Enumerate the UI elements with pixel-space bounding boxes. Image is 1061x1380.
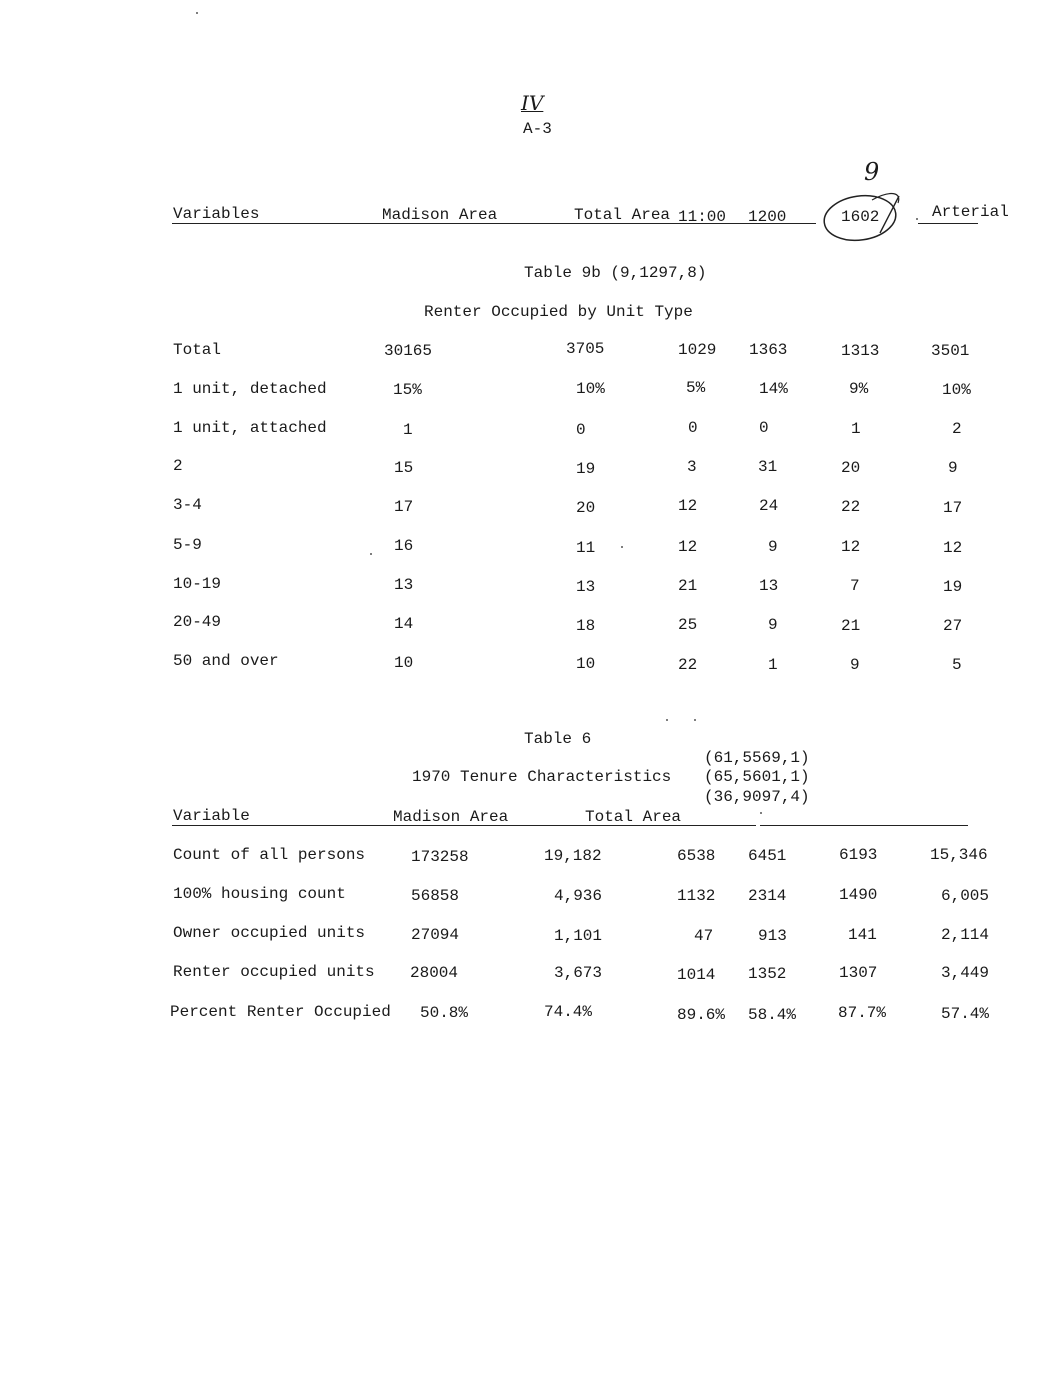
header-arterial: Arterial <box>932 203 1009 221</box>
table6-cell: 6538 <box>677 847 716 865</box>
table6-cell: 6451 <box>748 847 787 865</box>
table6-cell: 1307 <box>839 964 878 982</box>
table6-cell: 1132 <box>677 887 716 905</box>
table9b-cell: 9 <box>850 656 860 674</box>
table9b-cell: 2 <box>952 420 962 438</box>
table9b-cell: 1313 <box>841 342 880 360</box>
table6-code: (65,5601,1) <box>704 768 810 786</box>
table9b-cell: 20 <box>576 499 596 517</box>
table9b-cell: 0 <box>759 419 769 437</box>
table9b-cell: 1 <box>851 420 861 438</box>
table9b-cell: 3705 <box>566 340 605 358</box>
table9b-cell: 10% <box>942 381 971 399</box>
table6-cell: 56858 <box>411 887 460 905</box>
table9b-cell: 9 <box>768 538 778 556</box>
table9b-row-label: 20-49 <box>173 613 222 631</box>
table6-cell: 1490 <box>839 886 878 904</box>
header-madison-area: Madison Area <box>382 206 498 224</box>
table9b-cell: 14 <box>394 615 414 633</box>
table9b-cell: 17 <box>394 498 414 516</box>
table6-cell: 141 <box>848 926 877 944</box>
table6-row-label: Percent Renter Occupied <box>170 1003 391 1021</box>
table9b-cell: 18 <box>576 617 596 635</box>
table9b-row-label: Total <box>173 341 222 359</box>
table9b-row-label: 5-9 <box>173 536 202 554</box>
table6-code: (36,9097,4) <box>704 788 810 806</box>
header-col-1100: 11:00 <box>678 208 727 226</box>
table9b-cell: 13 <box>759 577 779 595</box>
table6-cell: 6,005 <box>941 887 990 905</box>
table6-cell: 74.4% <box>544 1003 593 1021</box>
table6-cell: 6193 <box>839 846 878 864</box>
table6-cell: 19,182 <box>544 847 602 865</box>
table6-cell: 87.7% <box>838 1004 887 1022</box>
table9b-cell: 11 <box>576 539 596 557</box>
roman-numeral: IV <box>521 91 544 115</box>
table9b-subtitle: Renter Occupied by Unit Type <box>424 303 693 321</box>
table6-cell: 1,101 <box>554 927 603 945</box>
table6-cell: 58.4% <box>748 1006 797 1024</box>
table6-row-label: Owner occupied units <box>173 924 366 942</box>
table9b-cell: 10 <box>576 655 596 673</box>
table9b-cell: 31 <box>758 458 778 476</box>
table9b-cell: 27 <box>943 617 963 635</box>
table6-row-label: Renter occupied units <box>173 963 375 981</box>
table9b-cell: 5% <box>686 379 706 397</box>
table6-code: (61,5569,1) <box>704 749 810 767</box>
table9b-cell: 30165 <box>384 342 433 360</box>
table6-cell: 3,449 <box>941 964 990 982</box>
table9b-row-label: 3-4 <box>173 496 202 514</box>
table6-cell: 4,936 <box>554 887 603 905</box>
table6-cell: 50.8% <box>420 1004 469 1022</box>
table9b-row-label: 50 and over <box>173 652 279 670</box>
table9b-cell: 13 <box>394 576 414 594</box>
table6-cell: 913 <box>758 927 787 945</box>
specks <box>694 719 696 721</box>
table6-title: Table 6 <box>524 730 592 748</box>
header-col-1602: 1602 <box>841 208 880 226</box>
specks <box>760 812 762 814</box>
table9b-cell: 5 <box>952 656 962 674</box>
table6-subtitle: 1970 Tenure Characteristics <box>412 768 672 786</box>
table9b-cell: 21 <box>841 617 861 635</box>
header-col-1200: 1200 <box>748 208 787 226</box>
table9b-cell: 3501 <box>931 342 970 360</box>
table6-cell: 28004 <box>410 964 459 982</box>
table9b-cell: 10 <box>394 654 414 672</box>
table9b-cell: 9% <box>849 380 869 398</box>
table6-header-rule-right <box>760 825 968 826</box>
table9b-cell: 20 <box>841 459 861 477</box>
table9b-cell: 0 <box>576 421 586 439</box>
table6-cell: 1352 <box>748 965 787 983</box>
table9b-cell: 19 <box>943 578 963 596</box>
table9b-cell: 15% <box>393 381 422 399</box>
table6-cell: 27094 <box>411 926 460 944</box>
table9b-cell: 1 <box>768 656 778 674</box>
table9b-cell: 7 <box>850 577 860 595</box>
table9b-cell: 10% <box>576 380 605 398</box>
table9b-row-label: 2 <box>173 457 183 475</box>
table9b-cell: 12 <box>841 538 861 556</box>
specks <box>621 546 623 548</box>
table9b-cell: 13 <box>576 578 596 596</box>
table6-header-total: Total Area <box>585 808 682 826</box>
table6-cell: 57.4% <box>941 1005 990 1023</box>
table6-row-label: 100% housing count <box>173 885 346 903</box>
table9b-cell: 9 <box>948 459 958 477</box>
table9b-cell: 12 <box>678 538 698 556</box>
specks <box>666 719 668 721</box>
table6-cell: 2,114 <box>941 926 990 944</box>
table6-header-variable: Variable <box>173 807 250 825</box>
table6-row-label: Count of all persons <box>173 846 366 864</box>
table9b-cell: 1363 <box>749 341 788 359</box>
table6-cell: 173258 <box>411 848 469 866</box>
table6-cell: 2314 <box>748 887 787 905</box>
table9b-cell: 22 <box>678 656 698 674</box>
table9b-cell: 19 <box>576 460 596 478</box>
handwritten-number: 9 <box>864 158 880 186</box>
table6-cell: 47 <box>694 927 714 945</box>
table6-cell: 89.6% <box>677 1006 726 1024</box>
table9b-title: Table 9b (9,1297,8) <box>524 264 707 282</box>
table9b-row-label: 1 unit, detached <box>173 380 327 398</box>
table6-cell: 15,346 <box>930 846 988 864</box>
table9b-cell: 1029 <box>678 341 717 359</box>
table9b-cell: 17 <box>943 499 963 517</box>
specks <box>370 553 372 555</box>
page-number: A-3 <box>523 120 552 138</box>
table9b-cell: 0 <box>688 419 698 437</box>
table9b-cell: 15 <box>394 459 414 477</box>
table9b-cell: 21 <box>678 577 698 595</box>
table9b-cell: 16 <box>394 537 414 555</box>
table9b-cell: 3 <box>687 458 697 476</box>
table6-header-rule <box>172 825 756 826</box>
table9b-cell: 12 <box>943 539 963 557</box>
header-variables: Variables <box>173 205 260 223</box>
table9b-row-label: 1 unit, attached <box>173 419 327 437</box>
specks <box>196 12 198 14</box>
table6-cell: 3,673 <box>554 964 603 982</box>
table9b-cell: 22 <box>841 498 861 516</box>
table9b-cell: 9 <box>768 616 778 634</box>
table9b-cell: 12 <box>678 497 698 515</box>
table9b-cell: 14% <box>759 380 788 398</box>
table9b-cell: 1 <box>403 421 413 439</box>
header-total-area: Total Area <box>574 206 671 224</box>
table6-header-madison: Madison Area <box>393 808 509 826</box>
table6-cell: 1014 <box>677 966 716 984</box>
table9b-cell: 25 <box>678 616 698 634</box>
table9b-row-label: 10-19 <box>173 575 222 593</box>
table9b-cell: 24 <box>759 497 779 515</box>
